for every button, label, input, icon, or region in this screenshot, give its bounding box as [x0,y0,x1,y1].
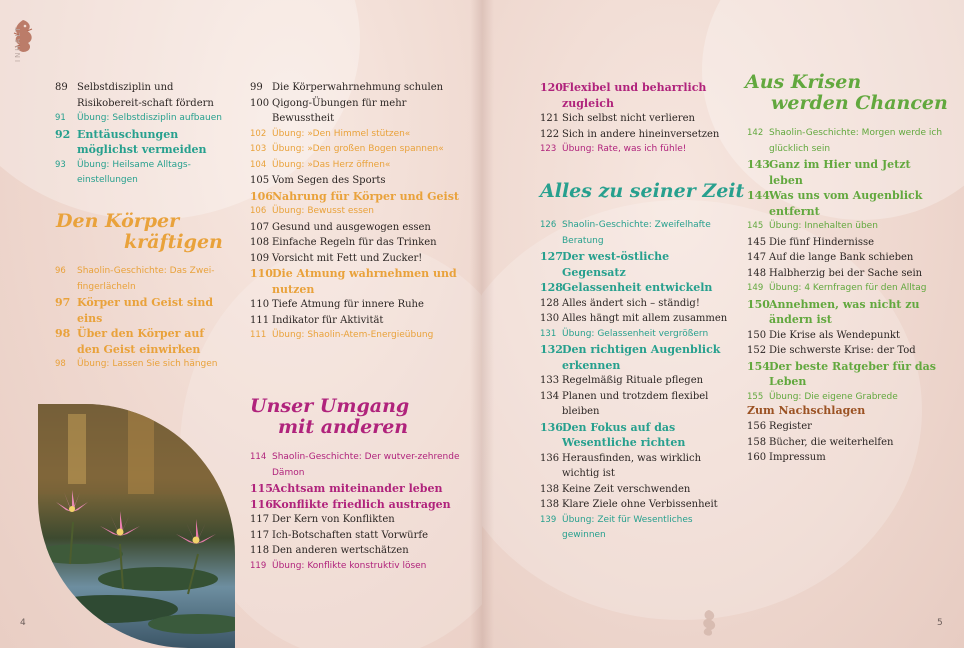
toc-page-number: 89 [55,82,68,93]
toc-entry-title: Übung: Konflikte konstruktiv lösen [272,560,427,571]
toc-entry-title: Übung: Heilsame Alltags-einstellungen [77,159,191,185]
toc-entry [250,266,460,297]
toc-page-number: 117 [250,514,270,525]
toc-column-3 [540,80,730,158]
toc-entry [747,235,947,251]
toc-page-number: 102 [250,128,267,139]
toc-entry-title: Den Fokus auf das Wesentliche richten [562,420,686,449]
toc-page-number: 117 [250,529,270,541]
toc-entry-title: Einfache Regeln für das Trinken [272,237,437,248]
toc-page-number: 160 [747,452,767,463]
toc-page-number: 122 [540,128,560,140]
toc-entry-title: Was uns vom Augenblick entfernt [769,189,923,218]
toc-entry-title: Übung: Gelassenheit vergrößern [562,328,709,339]
toc-entry [250,96,460,127]
decorative-seal-icon [698,608,720,638]
toc-entry [250,450,460,481]
toc-entry [540,420,730,451]
toc-page-number: 110 [250,267,273,280]
toc-page-number: 114 [250,452,267,462]
toc-page-number: 127 [540,250,563,263]
toc-page-number: 107 [250,221,270,233]
toc-entry-title: Indikator für Aktivität [272,314,384,326]
toc-entry-title: Über den Körper auf den Geist einwirken [77,327,205,356]
toc-entry [55,295,225,326]
toc-entry [250,543,460,559]
toc-entry [747,266,947,282]
toc-entry [540,127,730,143]
toc-page-number: 128 [540,297,560,309]
toc-page-number: 148 [747,267,767,279]
toc-entry-title: Übung: »Den Himmel stützen« [272,128,411,139]
toc-entry [747,297,947,328]
toc-page-number: 155 [747,391,764,402]
toc-entry [540,342,730,373]
toc-entry [747,126,947,157]
toc-entry-title: Übung: Lassen Sie sich hängen [77,359,218,369]
toc-page-number: 123 [540,144,557,154]
toc-entry [250,328,460,344]
toc-entry-title: Shaolin-Geschichte: Morgen werde ich glücklich sein [769,128,943,154]
toc-entry [540,451,730,482]
toc-page-number: 116 [250,497,273,511]
toc-entry-title: Die fünf Hindernisse [769,236,875,248]
toc-page-number: 152 [747,345,767,356]
toc-entry [55,158,225,189]
toc-entry-title: Herausfinden, was wirklich wichtig ist [562,452,702,479]
toc-entry [540,482,730,498]
toc-entry [55,326,225,357]
toc-page-number: 98 [55,359,66,369]
toc-entry [747,281,947,297]
toc-entry-title: Vom Segen des Sports [272,175,386,186]
toc-entry [250,528,460,544]
toc-entry-title: Auf die lange Bank schieben [769,252,914,263]
toc-entry-title: Die Krise als Wendepunkt [769,329,900,341]
toc-page-number: 111 [250,314,270,326]
section-title-line: kräftigen [124,231,223,253]
toc-entry [250,142,460,158]
toc-entry [540,80,730,111]
toc-entry-title: Annehmen, was nicht zu ändern ist [769,297,920,326]
toc-entry [250,173,460,189]
toc-page-number: 150 [747,329,767,341]
toc-page-number: 131 [540,328,557,339]
toc-entry-title: Die schwerste Krise: der Tod [769,345,916,356]
toc-entry-title: Übung: »Den großen Bogen spannen« [272,144,444,154]
nachschlagen-title: Zum Nachschlagen [747,404,866,417]
toc-page-number: 132 [540,343,563,356]
toc-entry [250,127,460,143]
toc-entry [747,188,947,219]
toc-entry [747,419,947,435]
toc-entry [540,296,730,312]
toc-page-number: 150 [747,297,770,311]
toc-entry-title: Planen und trotzdem flexibel bleiben [562,390,709,417]
toc-page-number: 134 [540,390,560,402]
toc-page-number: 154 [747,359,770,373]
toc-entry-title: Tiefe Atmung für innere Ruhe [272,299,424,310]
toc-entry [540,280,730,296]
section-title-line: Aus Krisen [745,71,862,93]
toc-entry [250,297,460,313]
toc-page-number: 110 [250,299,270,310]
toc-entry [747,435,947,451]
toc-entry [250,220,460,236]
toc-page-number: 149 [747,283,764,293]
toc-entry [250,235,460,251]
toc-column-4-nachschlagen [747,419,947,466]
toc-page-number: 121 [540,113,560,124]
toc-entry [540,111,730,127]
toc-entry-title: Gesund und ausgewogen essen [272,221,431,233]
toc-entry [747,450,947,466]
toc-page-number: 130 [540,313,560,324]
toc-page-number: 115 [250,482,273,495]
section-title-line: Den Körper [56,210,180,232]
toc-entry [540,249,730,280]
toc-entry-title: Vorsicht mit Fett und Zucker! [272,252,423,264]
toc-entry-title: Sich selbst nicht verlieren [562,113,695,124]
toc-page-number: 147 [747,252,767,263]
toc-page-number: 93 [55,159,66,170]
toc-page-number: 145 [747,221,764,231]
toc-page-number: 138 [540,483,560,495]
toc-entry-title: Übung: Rate, was ich fühle! [562,144,687,154]
toc-entry [540,497,730,513]
toc-page-number: 144 [747,189,770,202]
toc-entry-title: Bücher, die weiterhelfen [769,436,894,448]
toc-page-number: 106 [250,189,273,203]
toc-entry [55,357,225,373]
page-number: 5 [937,618,943,628]
toc-entry [250,204,460,220]
toc-entry [747,157,947,188]
section-title-koerper [56,211,223,253]
toc-page-number: 133 [540,375,560,386]
toc-page-number: 138 [540,499,560,510]
section-title-line: Unser Umgang [250,395,410,417]
toc-entry-title: Shaolin-Geschichte: Das Zwei-fingerlächeln [77,266,215,292]
section-title-zeit: Alles zu seiner Zeit [540,180,745,202]
toc-column-2-umgang [250,450,460,574]
toc-page-number: 105 [250,175,270,186]
toc-page-number: 108 [250,237,270,248]
toc-page-number: 99 [250,82,263,93]
toc-entry [250,512,460,528]
toc-entry-title: Register [769,421,812,432]
toc-page-number: 100 [250,97,270,109]
section-title-line: werden Chancen [771,92,948,114]
toc-page-number: 103 [250,144,267,154]
toc-entry [250,251,460,267]
toc-entry-title: Übung: Selbstdisziplin aufbauen [77,113,222,123]
toc-entry [250,497,460,513]
toc-page-number: 136 [540,420,563,434]
toc-entry-title: Shaolin-Geschichte: Der wutver-zehrende Dämon [272,452,460,478]
toc-page-number: 104 [250,159,267,170]
toc-entry-title: Übung: Bewusst essen [272,206,375,216]
toc-entry [55,111,225,127]
toc-page-number: 91 [55,113,66,123]
toc-page-number: 97 [55,296,71,309]
toc-page-number: 120 [540,81,563,94]
toc-entry-title: Der Kern von Konflikten [272,514,395,525]
toc-entry [55,264,225,295]
toc-entry [747,250,947,266]
page-number: 4 [20,618,26,628]
toc-entry [747,328,947,344]
toc-entry-title: Übung: »Das Herz öffnen« [272,159,391,170]
toc-entry [540,218,730,249]
toc-page-number: 158 [747,436,767,448]
section-title-umgang [250,396,409,438]
toc-entry-title: Keine Zeit verschwenden [562,483,691,495]
toc-entry-title: Ich-Botschaften statt Vorwürfe [272,529,428,541]
toc-page-number: 128 [540,281,563,294]
toc-column-4 [747,126,947,405]
toc-entry [250,80,460,96]
toc-entry [540,142,730,158]
toc-entry [55,80,225,111]
toc-entry [250,559,460,575]
toc-entry [747,359,947,390]
toc-entry [747,343,947,359]
toc-page-number: 142 [747,128,764,138]
toc-entry-title: Körper und Geist sind eins [77,296,214,325]
toc-entry-title: Shaolin-Geschichte: Zweifelhafte Beratung [562,220,711,246]
toc-entry-title: Nahrung für Körper und Geist [272,189,459,203]
toc-page-number: 106 [250,206,267,216]
toc-page-number: 126 [540,220,557,230]
toc-entry-title: Übung: Shaolin-Atem-Energieübung [272,330,434,340]
toc-entry-title: Der west-östliche Gegensatz [562,250,670,279]
toc-entry-title: Enttäuschungen möglichst vermeiden [77,127,207,156]
toc-entry-title: Achtsam miteinander leben [272,482,443,495]
toc-entry-title: Die Körperwahrnehmung schulen [272,82,444,93]
toc-entry [250,313,460,329]
toc-column-1-koerper [55,264,225,373]
toc-entry [747,219,947,235]
toc-entry-title: Regelmäßig Rituale pflegen [562,375,704,386]
toc-entry-title: Halbherzig bei der Sache sein [769,267,923,279]
toc-page-number: 139 [540,514,557,525]
toc-entry-title: Die Atmung wahrnehmen und nutzen [272,267,457,296]
toc-entry-title: Übung: Innehalten üben [769,221,878,231]
toc-page-number: 92 [55,127,71,141]
toc-page-number: 96 [55,266,66,276]
toc-entry-title: Alles hängt mit allem zusammen [562,313,728,324]
toc-page-number: 118 [250,545,270,556]
toc-entry-title: Selbstdisziplin und Risikobereit-schaft fördern [77,82,214,109]
toc-entry-title: Übung: Die eigene Grabrede [769,391,898,402]
toc-entry-title: Klare Ziele ohne Verbissenheit [562,499,718,510]
toc-entry [250,158,460,174]
toc-column-3-zeit [540,218,730,544]
book-gutter [470,0,494,648]
right-page [482,0,964,648]
toc-entry-title: Qigong-Übungen für mehr Bewusstheit [272,97,407,124]
toc-entry-title: Ganz im Hier und Jetzt leben [769,158,911,187]
toc-page-number: 145 [747,236,767,248]
toc-entry-title: Alles ändert sich – ständig! [562,297,700,309]
toc-entry [540,513,730,544]
toc-entry-title: Gelassenheit entwickeln [562,281,713,294]
toc-entry-title: Der beste Ratgeber für das Leben [769,359,936,388]
toc-entry [250,481,460,497]
toc-page-number: 111 [250,330,267,340]
toc-entry-title: Sich in andere hineinversetzen [562,128,720,140]
toc-page-number: 109 [250,252,270,264]
toc-entry-title: Übung: Zeit für Wesentliches gewinnen [562,514,693,540]
toc-entry-title: Konflikte friedlich austragen [272,497,451,511]
toc-entry [540,311,730,327]
toc-page-number: 98 [55,327,71,340]
toc-entry [540,373,730,389]
toc-entry-title: Flexibel und beharrlich zugleich [562,81,707,110]
toc-entry [540,327,730,343]
section-title-krisen [745,72,948,114]
toc-entry-title: Den richtigen Augenblick erkennen [562,343,721,372]
toc-entry [250,189,460,205]
toc-page-number: 143 [747,158,770,171]
running-head: INHALT [14,25,22,62]
toc-page-number: 136 [540,452,560,464]
toc-column-2 [250,80,460,344]
toc-entry-title: Impressum [769,452,826,463]
section-title-line: mit anderen [278,416,409,438]
toc-entry-title: Übung: 4 Kernfragen für den Alltag [769,283,927,293]
toc-entry-title: Den anderen wertschätzen [272,545,409,556]
toc-page-number: 156 [747,421,767,432]
toc-entry [55,127,225,158]
toc-page-number: 119 [250,560,267,571]
toc-entry [540,389,730,420]
toc-column-1 [55,80,225,189]
